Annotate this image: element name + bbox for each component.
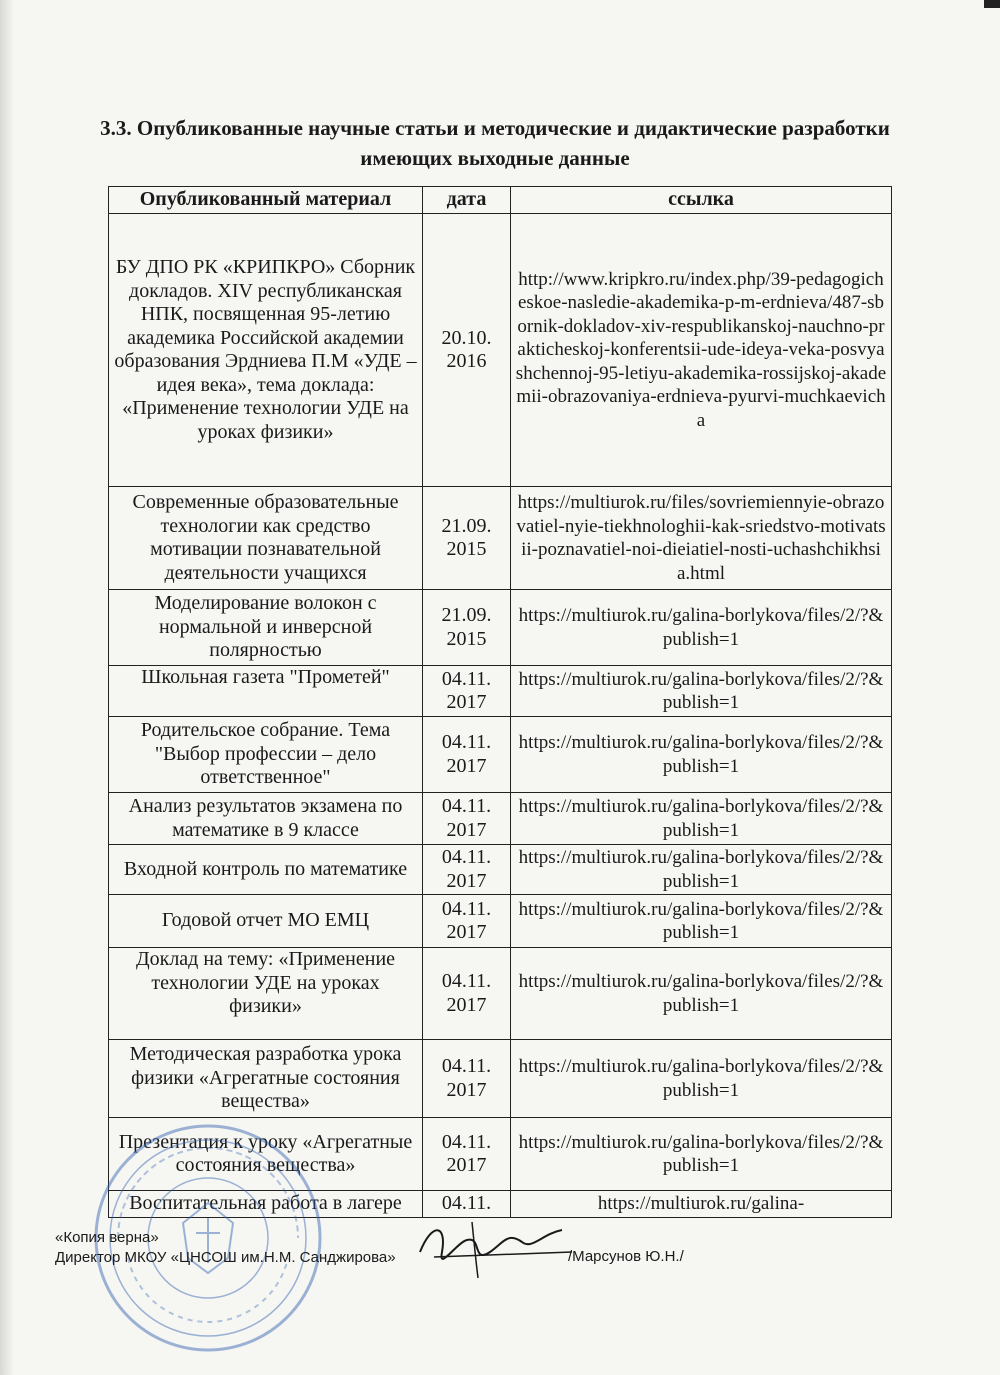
link-cell[interactable]: https://multiurok.ru/files/sovriemiennyie-obrazovatiel-nyie-tiekhnologhii-kak-sriedstvo-motivatsii-poznavatiel-noi-dieiatiel-nosti-uchashchikhsia.html bbox=[511, 487, 892, 590]
material-cell: Школьная газета "Прометей" bbox=[109, 666, 423, 717]
column-header-date: дата bbox=[423, 187, 511, 214]
material-cell: Воспитательная работа в лагере bbox=[109, 1191, 423, 1218]
material-cell: Современные образовательные технологии как средство мотивации познавательной деятельности учащихся bbox=[109, 487, 423, 590]
material-cell: Входной контроль по математике bbox=[109, 845, 423, 895]
material-cell: Доклад на тему: «Применение технологии УДЕ на уроках физики» bbox=[109, 948, 423, 1040]
material-cell: Анализ результатов экзамена по математике в 9 классе bbox=[109, 793, 423, 845]
table-row bbox=[109, 487, 892, 590]
column-header-link: ссылка bbox=[511, 187, 892, 214]
date-cell: 04.11. 2017 bbox=[423, 717, 511, 793]
link-cell[interactable]: http://www.kripkro.ru/index.php/39-pedagogicheskoe-nasledie-akademika-p-m-erdnieva/487-sbornik-dokladov-xiv-respublikanskoj-nauchno-prakticheskoj-konferentsii-ude-ideya-veka-posvyashchennoj-95-letiyu-akademika-rossijskoj-akademii-obrazovaniya-erdnieva-pyurvi-muchkaevicha bbox=[511, 214, 892, 487]
link-cell[interactable]: https://multiurok.ru/galina- bbox=[511, 1191, 892, 1218]
link-cell[interactable]: https://multiurok.ru/galina-borlykova/files/2/?&publish=1 bbox=[511, 666, 892, 717]
date-cell: 04.11. bbox=[423, 1191, 511, 1218]
link-cell[interactable]: https://multiurok.ru/galina-borlykova/files/2/?&publish=1 bbox=[511, 1040, 892, 1118]
date-cell: 21.09. 2015 bbox=[423, 487, 511, 590]
director-line: Директор МКОУ «ЦНСОШ им.Н.М. Санджирова» bbox=[55, 1249, 396, 1266]
table-row bbox=[109, 1040, 892, 1118]
material-cell: Годовой отчет МО ЕМЦ bbox=[109, 895, 423, 948]
material-cell: Родительское собрание. Тема "Выбор профессии – дело ответственное" bbox=[109, 717, 423, 793]
material-cell: Методическая разработка урока физики «Агрегатные состояния вещества» bbox=[109, 1040, 423, 1118]
table-header-row bbox=[109, 187, 892, 214]
link-cell[interactable]: https://multiurok.ru/galina-borlykova/files/2/?&publish=1 bbox=[511, 1118, 892, 1191]
scan-corner-mark bbox=[984, 0, 1000, 8]
date-cell: 04.11. 2017 bbox=[423, 1118, 511, 1191]
material-cell: Моделирование волокон с нормальной и инверсной полярностью bbox=[109, 590, 423, 666]
table-row bbox=[109, 666, 892, 717]
table-row bbox=[109, 895, 892, 948]
link-cell[interactable]: https://multiurok.ru/galina-borlykova/files/2/?&publish=1 bbox=[511, 793, 892, 845]
scan-edge bbox=[0, 0, 14, 1375]
column-header-material: Опубликованный материал bbox=[109, 187, 423, 214]
date-cell: 04.11. 2017 bbox=[423, 895, 511, 948]
link-cell[interactable]: https://multiurok.ru/galina-borlykova/files/2/?&publish=1 bbox=[511, 895, 892, 948]
date-cell: 04.11. 2017 bbox=[423, 1040, 511, 1118]
publications-table bbox=[108, 186, 892, 1218]
table-row bbox=[109, 717, 892, 793]
date-cell: 04.11. 2017 bbox=[423, 845, 511, 895]
material-cell: БУ ДПО РК «КРИПКРО» Сборник докладов. XIV республиканская НПК, посвященная 95-летию академика Российской академии образования Эрдниева П.М «УДЕ – идея века», тема доклада: «Применение технологии УДЕ на уроках физики» bbox=[109, 214, 423, 487]
date-cell: 20.10. 2016 bbox=[423, 214, 511, 487]
link-cell[interactable]: https://multiurok.ru/galina-borlykova/files/2/?&publish=1 bbox=[511, 590, 892, 666]
table-row bbox=[109, 590, 892, 666]
date-cell: 04.11. 2017 bbox=[423, 948, 511, 1040]
date-cell: 04.11. 2017 bbox=[423, 666, 511, 717]
link-cell[interactable]: https://multiurok.ru/galina-borlykova/files/2/?&publish=1 bbox=[511, 845, 892, 895]
table-row bbox=[109, 214, 892, 487]
link-cell[interactable]: https://multiurok.ru/galina-borlykova/files/2/?&publish=1 bbox=[511, 948, 892, 1040]
copy-note: «Копия верна» bbox=[55, 1229, 159, 1246]
date-cell: 21.09. 2015 bbox=[423, 590, 511, 666]
link-cell[interactable]: https://multiurok.ru/galina-borlykova/files/2/?&publish=1 bbox=[511, 717, 892, 793]
material-cell: Презентация к уроку «Агрегатные состояния вещества» bbox=[109, 1118, 423, 1191]
table-row bbox=[109, 845, 892, 895]
signer-name: /Марсунов Ю.Н./ bbox=[568, 1248, 684, 1265]
table-row bbox=[109, 948, 892, 1040]
table-row bbox=[109, 793, 892, 845]
page-title: 3.3. Опубликованные научные статьи и методические и дидактические разработки имеющих выходные данные bbox=[100, 116, 890, 170]
date-cell: 04.11. 2017 bbox=[423, 793, 511, 845]
